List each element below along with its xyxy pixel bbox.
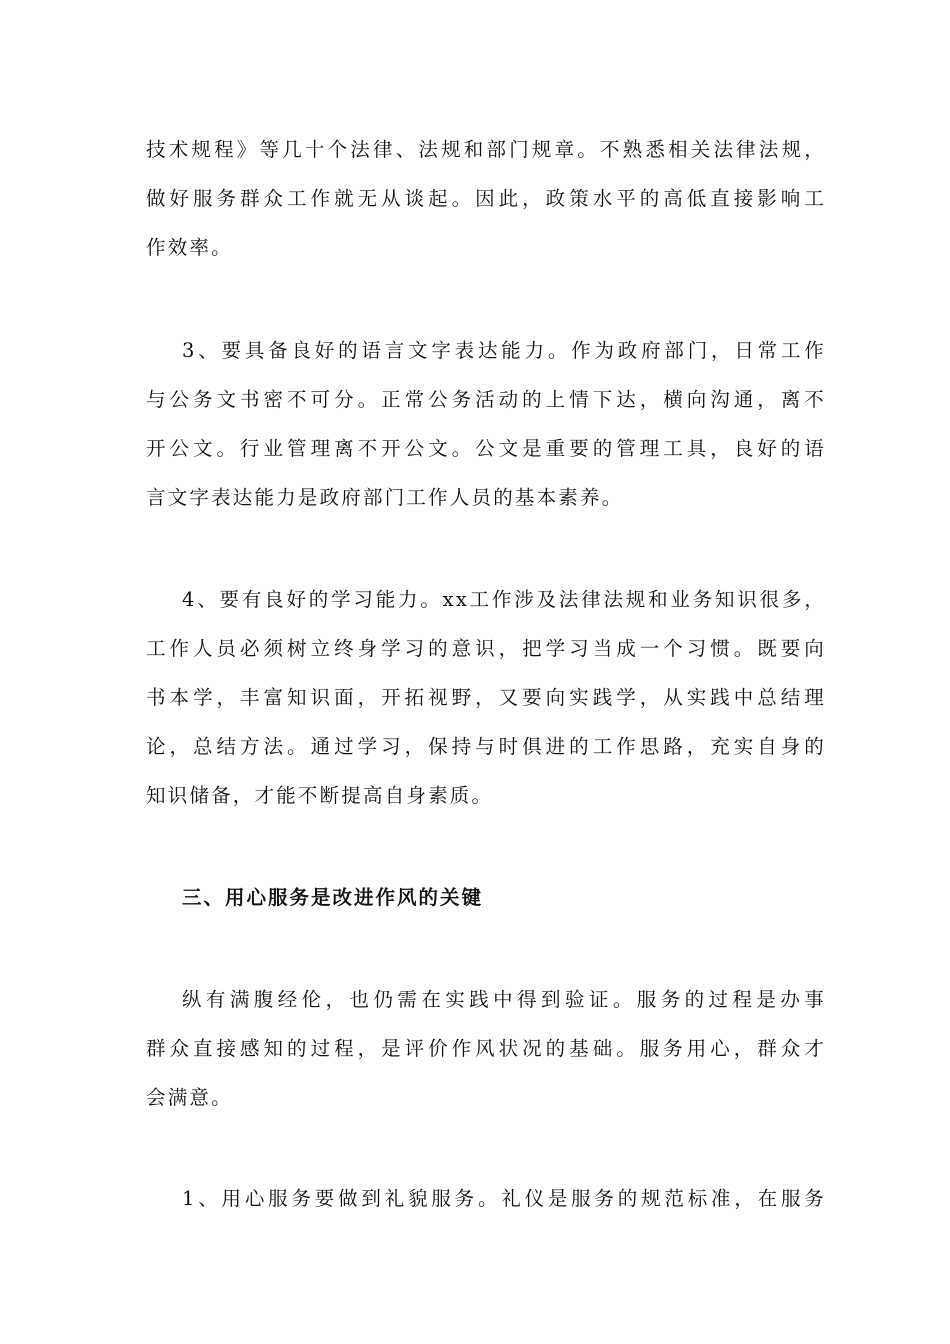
paragraph-line: 4、要有良好的学习能力。xx工作涉及法律法规和业务知识很多， — [182, 588, 826, 611]
paragraph-line: 言文字表达能力是政府部门工作人员的基本素养。 — [146, 486, 624, 509]
paragraph-line: 群众直接感知的过程，是评价作风状况的基础。服务用心，群众才 — [146, 1037, 826, 1060]
paragraph-line: 作效率。 — [146, 236, 233, 259]
paragraph-line: 做好服务群众工作就无从谈起。因此，政策水平的高低直接影响工 — [146, 187, 826, 210]
paragraph-line: 开公文。行业管理离不开公文。公文是重要的管理工具，良好的语 — [146, 437, 826, 460]
paragraph-line: 工作人员必须树立终身学习的意识，把学习当成一个习惯。既要向 — [146, 637, 826, 660]
paragraph-line: 3、要具备良好的语言文字表达能力。作为政府部门，日常工作 — [182, 339, 826, 362]
section-heading: 三、用心服务是改进作风的关键 — [182, 886, 484, 909]
paragraph-line: 技术规程》等几十个法律、法规和部门规章。不熟悉相关法律法规， — [146, 138, 826, 161]
paragraph-line: 知识储备，才能不断提高自身素质。 — [146, 784, 494, 807]
paragraph-line: 书本学，丰富知识面，开拓视野，又要向实践学，从实践中总结理 — [146, 686, 826, 709]
paragraph-line: 论，总结方法。通过学习，保持与时俱进的工作思路，充实自身的 — [146, 735, 826, 758]
paragraph-line: 会满意。 — [146, 1086, 233, 1109]
paragraph-line: 1、用心服务要做到礼貌服务。礼仪是服务的规范标准，在服务 — [182, 1187, 826, 1210]
paragraph-line: 与公务文书密不可分。正常公务活动的上情下达，横向沟通，离不 — [146, 388, 826, 411]
paragraph-line: 纵有满腹经伦，也仍需在实践中得到验证。服务的过程是办事 — [182, 988, 826, 1011]
